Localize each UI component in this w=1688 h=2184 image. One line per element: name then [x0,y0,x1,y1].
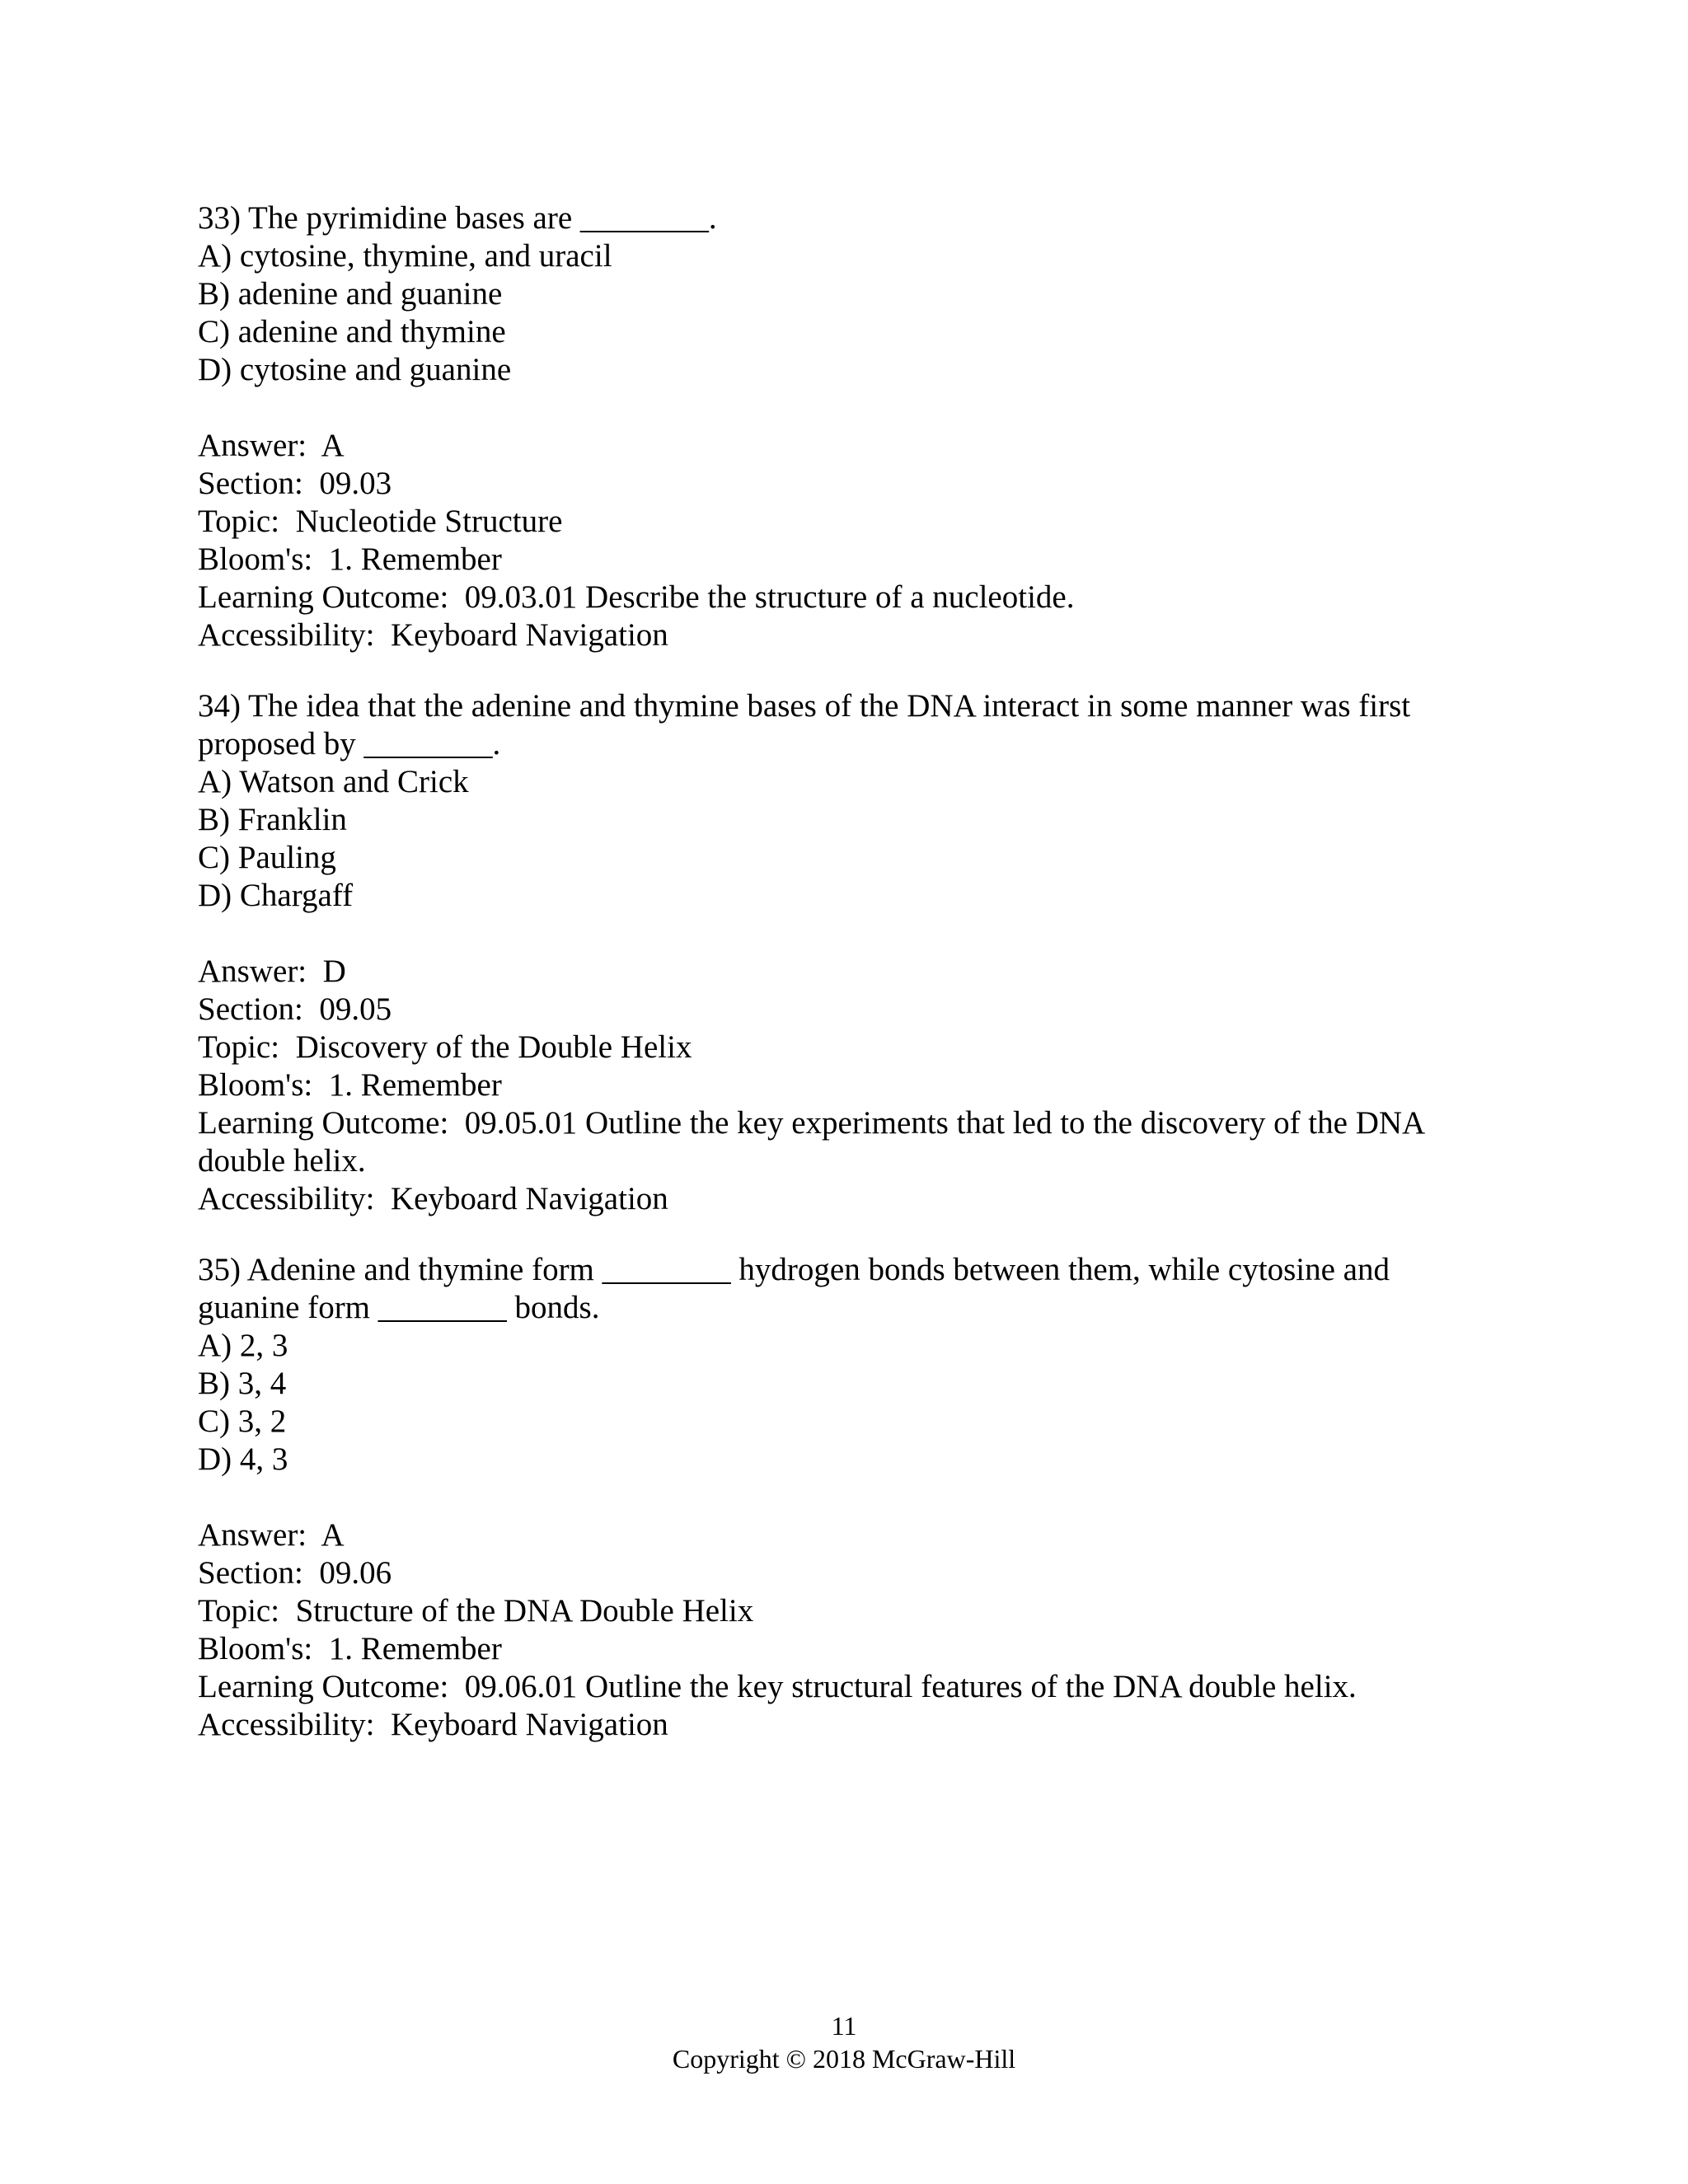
page-number: 11 [831,2011,857,2041]
option-a: A) 2, 3 [198,1328,288,1363]
copyright-notice: Copyright © 2018 McGraw-Hill [672,2044,1016,2074]
question-list [198,199,1484,1744]
question-metadata [198,427,1484,654]
option-b: B) adenine and guanine [198,276,503,312]
topic-line: Topic: Nucleotide Structure [198,504,563,539]
section-line: Section: 09.06 [198,1555,392,1591]
option-a: A) Watson and Crick [198,764,469,799]
option-d: D) Chargaff [198,878,354,913]
option-a: A) cytosine, thymine, and uracil [198,238,612,274]
accessibility-line: Accessibility: Keyboard Navigation [198,1181,668,1216]
option-c: C) adenine and thymine [198,314,506,349]
learning-outcome-line: Learning Outcome: 09.03.01 Describe the structure of a nucleotide. [198,579,1075,615]
topic-line: Topic: Structure of the DNA Double Helix [198,1593,754,1629]
question-stem: 33) The pyrimidine bases are ________. [198,200,717,236]
question-stem: 34) The idea that the adenine and thymine bases of the DNA interact in some manner was first proposed by ________. [198,688,1418,762]
section-line: Section: 09.05 [198,991,392,1027]
question-metadata [198,953,1484,1218]
learning-outcome-line: Learning Outcome: 09.06.01 Outline the key structural features of the DNA double helix. [198,1669,1357,1704]
question-metadata [198,1516,1484,1744]
option-d: D) cytosine and guanine [198,352,512,387]
question-35 [198,1251,1484,1744]
question-34 [198,687,1484,1218]
option-c: C) 3, 2 [198,1404,287,1439]
accessibility-line: Accessibility: Keyboard Navigation [198,617,668,653]
question-stem: 35) Adenine and thymine form ________ hydrogen bonds between them, while cytosine and guanine form ________ bonds. [198,1252,1398,1325]
blooms-line: Bloom's: 1. Remember [198,1631,502,1666]
section-line: Section: 09.03 [198,466,392,501]
learning-outcome-line: Learning Outcome: 09.05.01 Outline the key experiments that led to the discovery of the DNA double helix. [198,1105,1432,1179]
topic-line: Topic: Discovery of the Double Helix [198,1029,692,1065]
option-d: D) 4, 3 [198,1441,288,1477]
question-33 [198,199,1484,654]
answer-line: Answer: A [198,1517,345,1553]
answer-line: Answer: A [198,428,345,463]
blooms-line: Bloom's: 1. Remember [198,541,502,577]
option-b: B) 3, 4 [198,1366,287,1401]
answer-line: Answer: D [198,954,346,989]
answer-options [198,1327,1484,1479]
answer-options [198,237,1484,389]
blooms-line: Bloom's: 1. Remember [198,1067,502,1103]
option-c: C) Pauling [198,840,336,875]
option-b: B) Franklin [198,802,347,837]
answer-options [198,763,1484,915]
accessibility-line: Accessibility: Keyboard Navigation [198,1707,668,1742]
